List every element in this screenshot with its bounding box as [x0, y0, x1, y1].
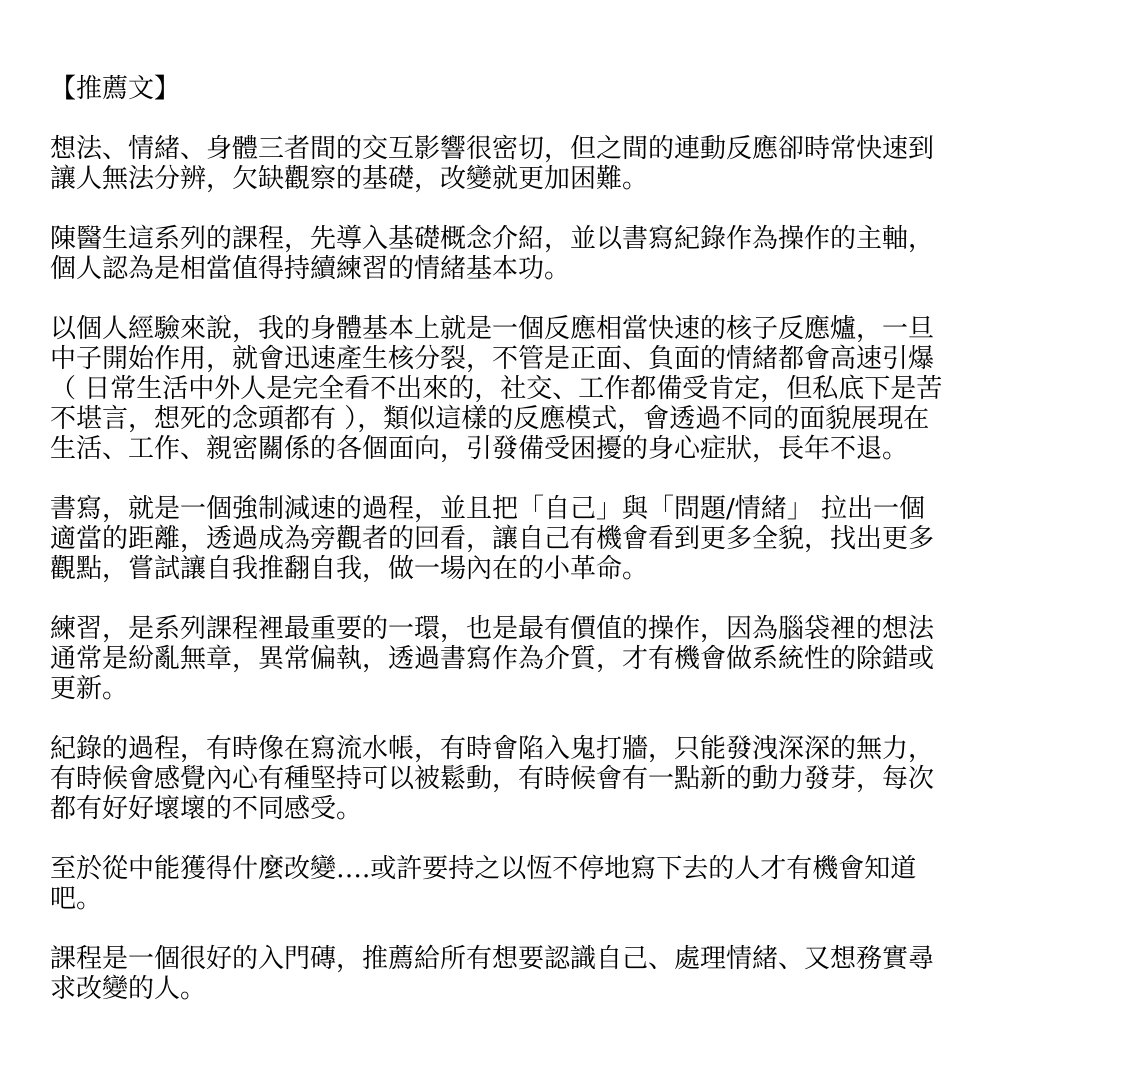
paragraph-line: 生活、工作、親密關係的各個面向，引發備受困擾的身心症狀，長年不退。 — [50, 434, 909, 464]
paragraph-line: 不堪言，想死的念頭都有 ），類似這樣的反應模式，會透過不同的面貌展現在 — [50, 404, 930, 434]
paragraph-line: 觀點，嘗試讓自我推翻自我，做一場內在的小革命。 — [50, 554, 649, 584]
paragraph-line: 有時候會感覺內心有種堅持可以被鬆動，有時候會有一點新的動力發芽，每次 — [50, 764, 935, 794]
paragraph-line: 書寫，就是一個強制減速的過程，並且把「自己」與「問題/情緒」 拉出一個 — [50, 494, 926, 524]
paragraph-line: 紀錄的過程，有時像在寫流水帳，有時會陷入鬼打牆，只能發洩深深的無力， — [50, 734, 935, 764]
paragraph-line: 練習，是系列課程裡最重要的一環，也是最有價值的操作，因為腦袋裡的想法 — [50, 614, 935, 644]
paragraph-8 — [50, 944, 1080, 1004]
paragraph-2 — [50, 224, 1080, 284]
paragraph-line: 適當的距離，透過成為旁觀者的回看，讓自己有機會看到更多全貌，找出更多 — [50, 524, 935, 554]
paragraph-line: 至於從中能獲得什麼改變….或許要持之以恆不停地寫下去的人才有機會知道 — [50, 854, 917, 884]
paragraph-4 — [50, 494, 1080, 584]
paragraph-line: 中子開始作用，就會迅速產生核分裂，不管是正面、負面的情緒都會高速引爆 — [50, 344, 935, 374]
paragraph-line: 個人認為是相當值得持續練習的情緒基本功。 — [50, 254, 571, 284]
paragraph-line: 想法、情緒、身體三者間的交互影響很密切，但之間的連動反應卻時常快速到 — [50, 134, 935, 164]
paragraph-5 — [50, 614, 1080, 704]
paragraph-line: 都有好好壞壞的不同感受。 — [50, 794, 363, 824]
paragraph-line: 以個人經驗來說，我的身體基本上就是一個反應相當快速的核子反應爐，一旦 — [50, 314, 935, 344]
document-heading: 【推薦文】 — [50, 74, 181, 104]
paragraph-7 — [50, 854, 1080, 914]
paragraph-line: 讓人無法分辨，欠缺觀察的基礎，改變就更加困難。 — [50, 164, 649, 194]
paragraph-line: 通常是紛亂無章，異常偏執，透過書寫作為介質，才有機會做系統性的除錯或 — [50, 644, 935, 674]
paragraph-line: 求改變的人。 — [50, 974, 207, 1004]
paragraph-1 — [50, 134, 1080, 194]
document-page — [50, 74, 1080, 1004]
paragraph-line: 吧。 — [50, 884, 103, 914]
paragraph-line: 更新。 — [50, 674, 129, 704]
paragraph-line: （ 日常生活中外人是完全看不出來的，社交、工作都備受肯定，但私底下是苦 — [50, 374, 943, 404]
paragraph-6 — [50, 734, 1080, 824]
paragraph-3 — [50, 314, 1080, 464]
paragraph-line: 課程是一個很好的入門磚，推薦給所有想要認識自己、處理情緒、又想務實尋 — [50, 944, 935, 974]
paragraph-line: 陳醫生這系列的課程，先導入基礎概念介紹，並以書寫紀錄作為操作的主軸， — [50, 224, 935, 254]
